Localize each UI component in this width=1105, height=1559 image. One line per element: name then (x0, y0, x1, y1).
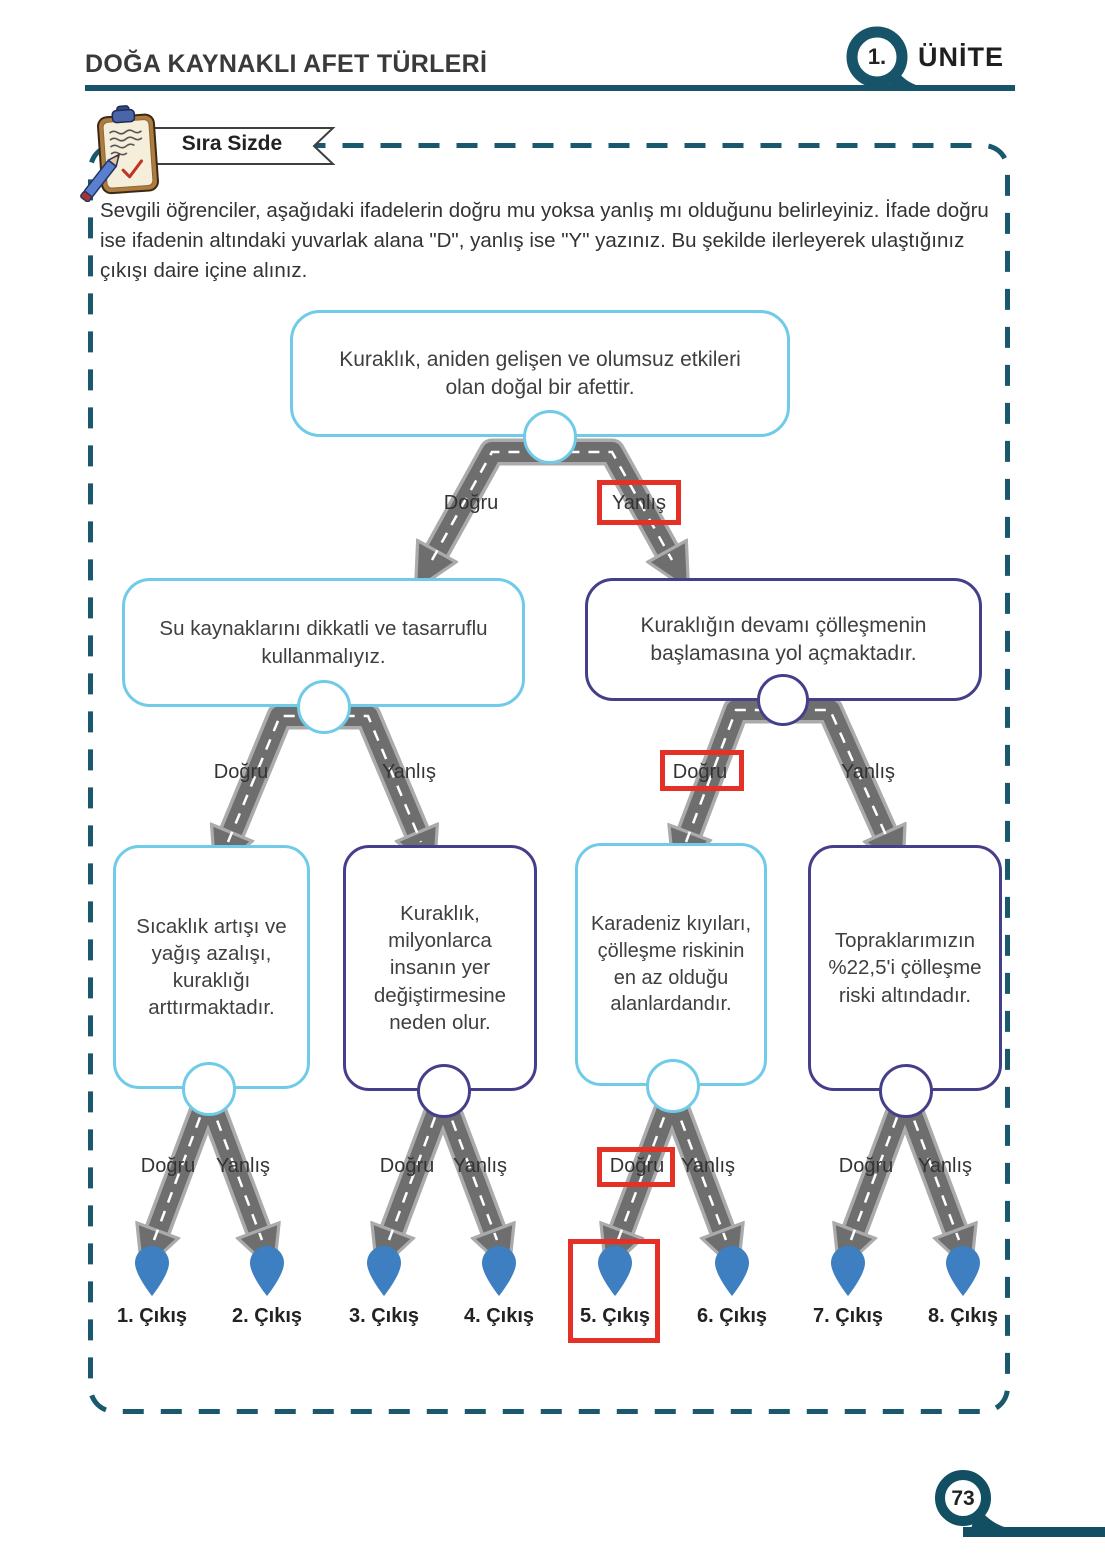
branch-label-dogru: Doğru (609, 1155, 665, 1177)
branch-label-dogru: Doğru (443, 492, 499, 514)
page-title: DOĞA KAYNAKLI AFET TÜRLERİ (85, 50, 488, 78)
banner-label: Sıra Sizde (181, 132, 283, 155)
branch-label-yanlis: Yanlış (917, 1155, 973, 1177)
exit-label-8: 8. Çıkış (927, 1305, 999, 1327)
statement-text: Su kaynaklarını dikkatli ve tasarruflu kullanmalıyız. (159, 617, 488, 668)
statement-text: Karadeniz kıyıları, çölleşme riskinin en az olduğu alanlardandır. (590, 913, 752, 1016)
answer-circle-level2-left (297, 680, 351, 734)
exit-pin-icon (367, 1246, 401, 1296)
answer-highlight-exit (568, 1239, 660, 1343)
statement-text: Kuraklık, milyonlarca insanın yer değiştirmesine neden olur. (373, 901, 507, 1034)
clipboard-pencil-icon (80, 104, 168, 202)
answer-highlight-level2 (660, 750, 744, 791)
branch-label-dogru: Doğru (672, 761, 728, 783)
branch-label-yanlis: Yanlış (381, 761, 437, 783)
branch-label-dogru: Doğru (838, 1155, 894, 1177)
statement-box-level3-3 (575, 843, 767, 1086)
statement-box-level3-4 (808, 845, 1002, 1091)
statement-text: Sıcaklık artışı ve yağış azalışı, kuraklığı arttırmaktadır. (136, 914, 287, 1020)
answer-circle-level2-right (757, 674, 809, 726)
exit-label-3: 3. Çıkış (348, 1305, 420, 1327)
page-number: 73 (951, 1487, 975, 1510)
branch-label-dogru: Doğru (379, 1155, 435, 1177)
branch-label-yanlis: Yanlış (840, 761, 896, 783)
statement-text: Topraklarımızın %22,5'i çölleşme riski altındadır. (828, 929, 982, 1007)
exit-pin-icon (482, 1246, 516, 1296)
answer-circle-level3-3 (646, 1059, 700, 1113)
footer-bar (963, 1527, 1105, 1537)
statement-box-level3-1 (113, 845, 310, 1089)
answer-circle-level3-4 (879, 1064, 933, 1118)
exit-pin-icon (946, 1246, 980, 1296)
branch-label-dogru: Doğru (213, 761, 269, 783)
answer-highlight-level3 (597, 1147, 675, 1187)
exit-label-2: 2. Çıkış (231, 1305, 303, 1327)
exit-pin-icon (135, 1246, 169, 1296)
statement-box-level3-2 (343, 845, 537, 1091)
answer-circle-level1 (523, 410, 577, 464)
exit-pin-icon (831, 1246, 865, 1296)
branch-label-yanlis: Yanlış (215, 1155, 271, 1177)
instructions-text: Sevgili öğrenciler, aşağıdaki ifadelerin doğru mu yoksa yanlış mı olduğunu belirleyiniz. İfade doğru ise ifadenin altındaki yuvarlak alana "D", yanlış ise "Y" yazınız. Bu şekilde ilerleyerek ulaştığınız çıkışı daire içine alınız. (100, 199, 989, 282)
statement-text: Kuraklığın devamı çölleşmenin başlamasına yol açmaktadır. (640, 613, 927, 665)
exit-pins (135, 1246, 980, 1296)
exit-label-7: 7. Çıkış (812, 1305, 884, 1327)
exit-pin-icon (250, 1246, 284, 1296)
branch-label-yanlis: Yanlış (680, 1155, 736, 1177)
exit-pin-icon (715, 1246, 749, 1296)
branch-label-yanlis: Yanlış (611, 492, 667, 514)
exit-label-4: 4. Çıkış (463, 1305, 535, 1327)
exit-label-6: 6. Çıkış (696, 1305, 768, 1327)
unit-number: 1. (867, 44, 887, 69)
answer-circle-level3-1 (182, 1062, 236, 1116)
branch-label-dogru: Doğru (140, 1155, 196, 1177)
exit-label-1: 1. Çıkış (116, 1305, 188, 1327)
answer-circle-level3-2 (417, 1064, 471, 1118)
unit-label: ÜNİTE (918, 42, 1004, 72)
statement-text: Kuraklık, aniden gelişen ve olumsuz etkileri olan doğal bir afettir. (339, 347, 741, 399)
branch-label-yanlis: Yanlış (452, 1155, 508, 1177)
answer-highlight-level1 (597, 480, 681, 525)
exit-label-5: 5. Çıkış (579, 1305, 651, 1327)
